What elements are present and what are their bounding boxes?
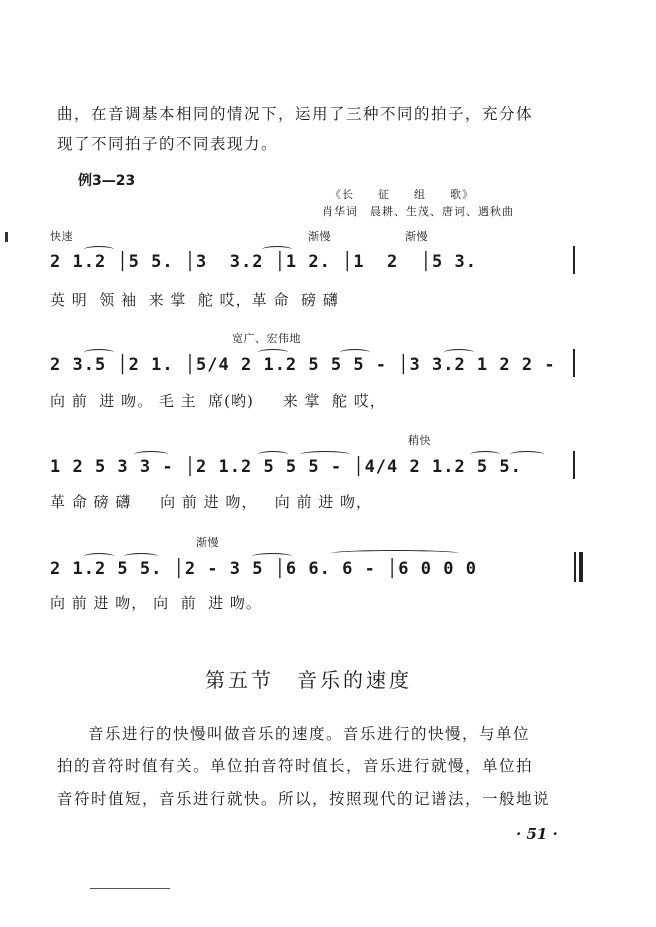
- slur: [444, 349, 474, 356]
- tempo-mark-rit-1: 渐慢: [308, 230, 331, 243]
- tie: [330, 550, 460, 557]
- slur: [134, 451, 168, 458]
- barline: [573, 349, 575, 377]
- slur: [84, 553, 114, 560]
- final-barline-thick: [579, 552, 583, 582]
- score-notes-line-3: 1 2 5 3 3 - │2 1.2 5 5 5 - │4/4 2 1.2 5 5.: [50, 457, 522, 477]
- body-line-1: 音乐进行的快慢叫做音乐的速度。音乐进行的快慢，与单位: [88, 725, 531, 743]
- barline: [573, 246, 575, 274]
- slur: [252, 553, 292, 560]
- tempo-mark-fast: 快速: [50, 230, 73, 243]
- score-lyrics-line-4: 向 前 进 吻， 向 前 进 吻。: [50, 594, 262, 612]
- expression-mark: 宽广、宏伟地: [232, 332, 301, 345]
- margin-mark: [5, 232, 8, 242]
- body-line-2: 拍的音符时值有关。单位拍音符时值长，音乐进行就慢，单位拍: [57, 757, 534, 775]
- slur: [258, 451, 288, 458]
- tempo-mark-faster: 稍快: [408, 434, 431, 447]
- slur: [340, 349, 370, 356]
- intro-line-2: 现了不同拍子的不同表现力。: [57, 135, 279, 153]
- page-number: · 51 ·: [516, 825, 558, 843]
- section-title: 第五节 音乐的速度: [205, 668, 412, 692]
- slur: [262, 246, 292, 253]
- slur: [470, 451, 500, 458]
- tempo-mark-rit-3: 渐慢: [196, 536, 219, 549]
- slur: [300, 451, 350, 458]
- intro-line-1: 曲，在音调基本相同的情况下，运用了三种不同的拍子，充分体: [57, 105, 534, 123]
- score-notes-line-2: 2 3.5 │2 1. │5/4 2 1.2 5 5 5 - │3 3.2 1 2 2 -: [50, 355, 556, 375]
- score-lyrics-line-1: 英 明 领 袖 来 掌 舵 哎，革 命 磅 礴: [50, 291, 339, 309]
- example-label: 例3—23: [78, 173, 136, 189]
- score-notes-line-4: 2 1.2 5 5. │2 - 3 5 │6 6. 6 - │6 0 0 0: [50, 559, 477, 579]
- score-lyrics-line-3: 革 命 磅 礴 向 前 进 吻， 向 前 进 吻，: [50, 493, 373, 511]
- body-line-3: 音符时值短，音乐进行就快。所以，按照现代的记谱法，一般地说: [57, 790, 551, 808]
- slur: [124, 553, 158, 560]
- barline: [573, 451, 575, 479]
- final-barline: [574, 552, 576, 582]
- slur: [510, 451, 544, 458]
- slur: [84, 246, 114, 253]
- footer-rule: [90, 888, 170, 889]
- score-lyrics-line-2: 向 前 进 吻。 毛 主 席(哟) 来 掌 舵 哎，: [50, 392, 386, 410]
- slur: [84, 349, 114, 356]
- slur: [258, 349, 288, 356]
- song-credits: 肖华词 晨耕、生茂、唐诃、遇秋曲: [322, 205, 514, 218]
- song-title: 《长 征 组 歌》: [330, 188, 474, 201]
- tempo-mark-rit-2: 渐慢: [405, 230, 428, 243]
- score-notes-line-1: 2 1.2 │5 5. │3 3.2 │1 2. │1 2 │5 3.: [50, 252, 477, 272]
